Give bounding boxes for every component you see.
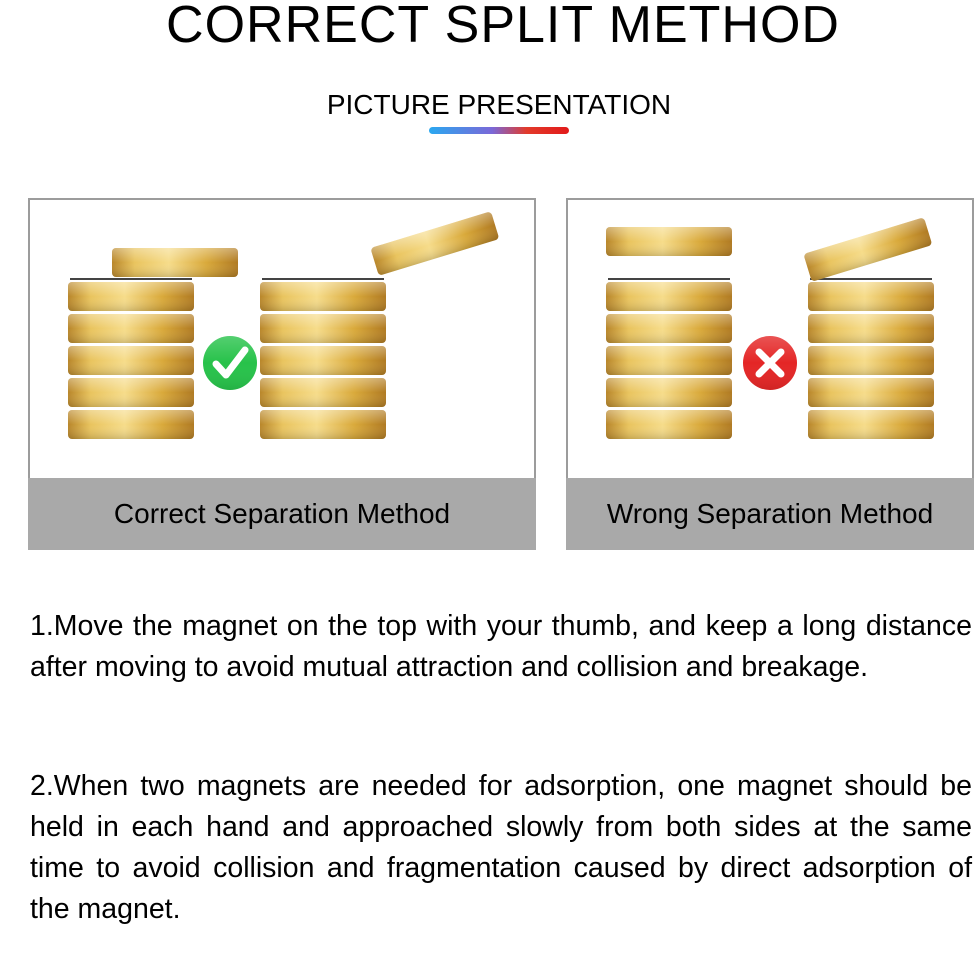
instruction-2: 2.When two magnets are needed for adsorption, one magnet should be held in each hand and approached slowly from both sides at the same time to avoid collision and fragmentation caused by direct adsorption of the magnet. <box>30 770 972 925</box>
page-title: CORRECT SPLIT METHOD <box>166 0 840 54</box>
wrong-method-illustration <box>568 200 972 480</box>
magnet-stack-right <box>260 279 386 439</box>
correct-method-caption: Correct Separation Method <box>28 478 536 550</box>
accent-underline <box>429 127 569 134</box>
magnet-stack-left <box>606 279 732 439</box>
cross-icon <box>743 336 797 390</box>
wrong-method-panel <box>566 198 974 550</box>
magnet-stack-right <box>808 279 934 439</box>
instruction-1: 1.Move the magnet on the top with your thumb, and keep a long distance after moving to avoid mutual attraction and collision and breakage. <box>30 610 972 683</box>
correct-method-illustration <box>30 200 534 480</box>
magnet-stack-left <box>68 279 194 439</box>
magnet-top-lifted <box>370 211 499 276</box>
correct-method-panel <box>28 198 536 550</box>
page-subtitle: PICTURE PRESENTATION <box>326 89 672 120</box>
magnet-top-tilted <box>803 217 932 282</box>
check-icon <box>203 336 257 390</box>
magnet-top-pulled-straight <box>606 227 732 256</box>
wrong-method-caption: Wrong Separation Method <box>566 478 974 550</box>
magnet-top-slid <box>112 248 238 277</box>
